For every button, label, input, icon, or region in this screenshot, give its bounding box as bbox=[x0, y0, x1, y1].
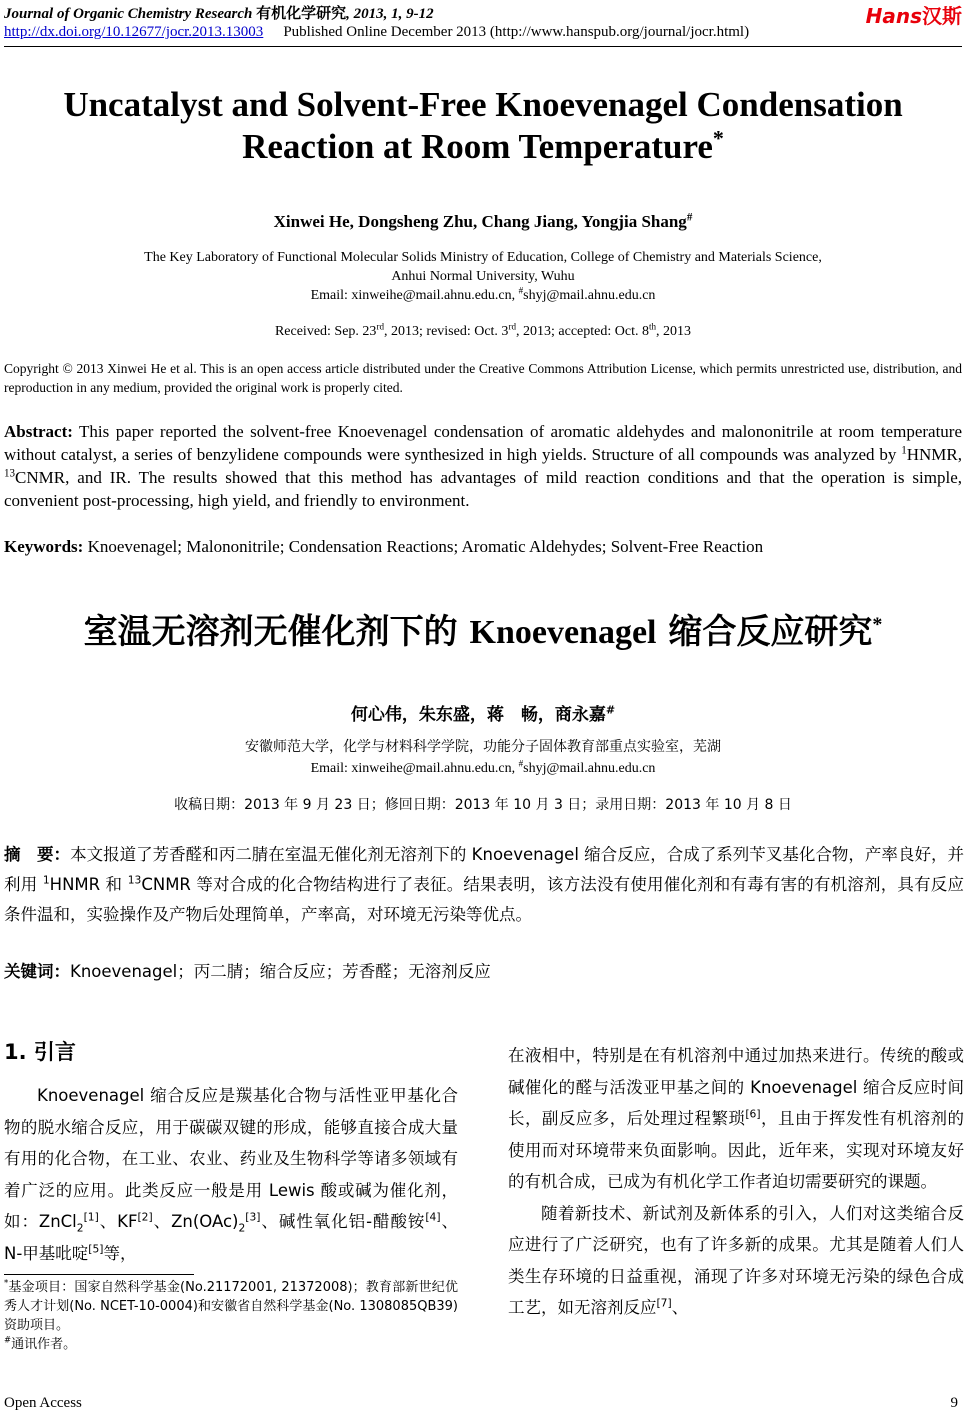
abstract-label: Abstract: bbox=[4, 422, 73, 441]
title-cn-mark: * bbox=[872, 613, 883, 636]
footnote-text: 基金项目：国家自然科学基金(No.21172001, 21372008)；教育部新世纪优秀人才计划(No. NCET-10-0004)和安徽省自然科学基金(No. 1308085QB39)资助项目。 bbox=[4, 1280, 458, 1333]
email-prefix: Email: xinweihe@mail.ahnu.edu.cn, bbox=[310, 288, 519, 303]
keywords-label: Keywords: bbox=[4, 537, 84, 556]
logo-text-en: Hans bbox=[865, 4, 922, 28]
intro-right-para-1 bbox=[508, 1040, 964, 1198]
abstract-text: HNMR, bbox=[906, 445, 962, 464]
footnote-mark: * bbox=[4, 1277, 9, 1288]
author-list-cn: 何心伟，朱东盛，蒋 畅，商永嘉 bbox=[350, 705, 606, 725]
journal-header bbox=[4, 2, 434, 23]
keywords-en bbox=[4, 535, 962, 558]
abstract-sup: 13 bbox=[4, 467, 16, 480]
funding-footnote bbox=[4, 1278, 458, 1335]
keywords-text: Knoevenagel; Malononitrile; Condensation Reactions; Aromatic Aldehydes; Solvent-Free Reaction bbox=[83, 537, 764, 556]
body-text: 、碱性氧化铝-醋酸铵 bbox=[260, 1212, 426, 1231]
accepted-sup: th bbox=[648, 321, 657, 332]
footnote-mark: # bbox=[4, 1334, 12, 1345]
email-prefix: Email: xinweihe@mail.ahnu.edu.cn, bbox=[310, 761, 519, 776]
subscript: 2 bbox=[238, 1221, 246, 1235]
title-footnote-mark: * bbox=[712, 125, 724, 151]
email-mark: # bbox=[518, 285, 524, 296]
body-text: 、KF bbox=[98, 1212, 138, 1231]
intro-paragraph-right bbox=[508, 1040, 964, 1324]
title-cn-part: 缩合反应研究 bbox=[656, 612, 873, 652]
open-access-label: Open Access bbox=[4, 1395, 82, 1411]
title-text-en: Uncatalyst and Solvent-Free Knoevenagel Condensation Reaction at Room Temperature bbox=[63, 85, 903, 166]
intro-right-para-2 bbox=[508, 1198, 964, 1324]
citation: [1] bbox=[83, 1210, 99, 1224]
keywords-cn-label: 关键词： bbox=[4, 962, 70, 981]
email-cn bbox=[0, 759, 966, 778]
email-en bbox=[0, 286, 966, 305]
body-text: 、 bbox=[671, 1298, 689, 1317]
received-sup: rd bbox=[376, 321, 385, 332]
abstract-cn bbox=[4, 840, 964, 930]
abstract-text: This paper reported the solvent-free Knoevenagel condensation of aromatic aldehydes and malononitrile at room temperature without catalyst, a series of benzylidene compounds were synthesized in high yields. Structure of all compounds was analyzed by bbox=[4, 422, 962, 464]
paper-title-cn bbox=[0, 604, 966, 653]
email-second: shyj@mail.ahnu.edu.cn bbox=[523, 761, 656, 776]
citation: [7] bbox=[656, 1296, 672, 1310]
email-second: shyj@mail.ahnu.edu.cn bbox=[523, 288, 656, 303]
revised-sup: rd bbox=[508, 321, 517, 332]
title-cn-part: 室温无溶剂无催化剂下的 bbox=[83, 612, 470, 652]
received-dates-cn: 收稿日期：2013 年 9 月 23 日；修回日期：2013 年 10 月 3 日；录用日期：2013 年 10 月 8 日 bbox=[174, 797, 792, 813]
affiliation-en-1: The Key Laboratory of Functional Molecular Solids Ministry of Education, College of Chemistry and Materials Science, bbox=[144, 250, 822, 265]
footnote-text: 通讯作者。 bbox=[11, 1337, 77, 1352]
abstract-text: CNMR, and IR. The results showed that this method has advantages of mild reaction conditions and that the operation is simple, convenient post-processing, high yield, and friendly to environment. bbox=[4, 468, 962, 510]
section-heading-introduction: 1. 引言 bbox=[4, 1040, 76, 1064]
abstract-cn-text: HNMR 和 bbox=[49, 875, 128, 894]
body-text: 、Zn(OAc) bbox=[152, 1212, 239, 1231]
copyright-notice: Copyright © 2013 Xinwei He et al. This is an open access article distributed under the Creative Commons Attribution License, which permits unrestricted use, distribution, and reproduction in any medium, provided the original work is properly cited. bbox=[4, 361, 962, 395]
footnote-divider bbox=[4, 1274, 194, 1275]
header-divider bbox=[4, 46, 962, 47]
citation: [3] bbox=[245, 1210, 261, 1224]
abstract-cn-text: CNMR 等对合成的化合物结构进行了表征。结果表明，该方法没有使用催化剂和有毒有害的有机溶剂，具有反应条件温和，实验操作及产物后处理简单，产率高，对环境无污染等优点。 bbox=[4, 875, 964, 924]
revised-part: , 2013; revised: Oct. 3 bbox=[384, 324, 509, 339]
footnotes bbox=[4, 1278, 458, 1354]
received-dates-en bbox=[0, 322, 966, 341]
body-text: 等， bbox=[103, 1243, 137, 1263]
published-online: Published Online December 2013 (http://www.hanspub.org/journal/jocr.html) bbox=[283, 24, 750, 40]
body-text: Knoevenagel 缩合反应是羰基化合物与活性亚甲基化合物的脱水缩合反应，用于碳碳双键的形成，能够直接合成大量有用的化合物，在工业、农业、药业及生物科学等诸多领域有着广泛的应用。此类反应一般是用 Lewis 酸或碱为催化剂，如：ZnCl bbox=[4, 1086, 458, 1231]
page-number: 9 bbox=[950, 1395, 958, 1411]
abstract-cn-text: 本文报道了芳香醛和丙二腈在室温无催化剂无溶剂下的 Knoevenagel 缩合反应，合成了系列苄叉基化合物，产率良好，并利用 bbox=[4, 845, 964, 894]
abstract-sup: 1 bbox=[901, 444, 907, 457]
abstract-en bbox=[4, 420, 962, 512]
accepted-part: , 2013; accepted: Oct. 8 bbox=[516, 324, 649, 339]
journal-name-en: Journal of Organic Chemistry Research bbox=[4, 6, 253, 22]
affiliation-en-2: Anhui Normal University, Wuhu bbox=[391, 269, 575, 284]
paper-title-en bbox=[30, 84, 936, 168]
subscript: 2 bbox=[76, 1221, 84, 1235]
citation: [6] bbox=[745, 1107, 761, 1121]
keywords-cn-text: Knoevenagel；丙二腈；缩合反应；芳香醛；无溶剂反应 bbox=[70, 962, 491, 981]
journal-name-cn: 有机化学研究 bbox=[256, 6, 347, 22]
abstract-cn-sup: 1 bbox=[42, 873, 50, 887]
citation: [4] bbox=[425, 1210, 441, 1224]
authors-en bbox=[0, 212, 966, 232]
journal-issue: , 2013, 1, 9-12 bbox=[346, 6, 434, 22]
body-text: 在液相中，特别是在有机溶剂中通过加热来进行。传统的酸或碱催化的醛与活泼亚甲基之间的 Knoevenagel 缩合反应时间长，副反应多，后处理过程繁琐 bbox=[508, 1046, 964, 1128]
affiliation-cn: 安徽师范大学，化学与材料科学学院，功能分子固体教育部重点实验室，芜湖 bbox=[245, 739, 721, 755]
publisher-logo bbox=[866, 0, 962, 29]
author-list-en: Xinwei He, Dongsheng Zhu, Chang Jiang, Yongjia Shang bbox=[273, 212, 687, 231]
year-part: , 2013 bbox=[656, 324, 692, 339]
intro-paragraph-left bbox=[4, 1080, 458, 1269]
citation: [5] bbox=[88, 1242, 104, 1255]
body-text: ，且由于挥发性有机溶剂的使用而对环境带来负面影响。因此，近年来，实现对环境友好的有机合成，已成为有机化学工作者迫切需要研究的课题。 bbox=[508, 1109, 965, 1191]
keywords-cn bbox=[4, 957, 964, 987]
received-part: Received: Sep. 23 bbox=[274, 324, 377, 339]
body-text: 、N-甲基吡啶 bbox=[4, 1212, 458, 1263]
abstract-cn-label: 摘 要： bbox=[4, 845, 71, 864]
doi-line bbox=[4, 24, 749, 41]
authors-cn bbox=[0, 700, 966, 725]
citation: [2] bbox=[137, 1210, 153, 1224]
doi-link[interactable]: http://dx.doi.org/10.12677/jocr.2013.13003 bbox=[4, 24, 264, 40]
body-text: 随着新技术、新试剂及新体系的引入，人们对这类缩合反应进行了广泛研究，也有了许多新的成果。尤其是随着人们人类生存环境的日益重视，涌现了许多对环境无污染的绿色合成工艺，如无溶剂反应 bbox=[508, 1203, 964, 1317]
email-mark: # bbox=[518, 758, 524, 769]
corresponding-footnote bbox=[4, 1335, 458, 1354]
logo-text-cn: 汉斯 bbox=[922, 4, 962, 28]
author-cn-mark: # bbox=[605, 703, 616, 717]
abstract-cn-sup: 13 bbox=[127, 873, 142, 887]
author-mark: # bbox=[686, 211, 693, 224]
title-cn-part: Knoevenagel bbox=[469, 614, 657, 651]
